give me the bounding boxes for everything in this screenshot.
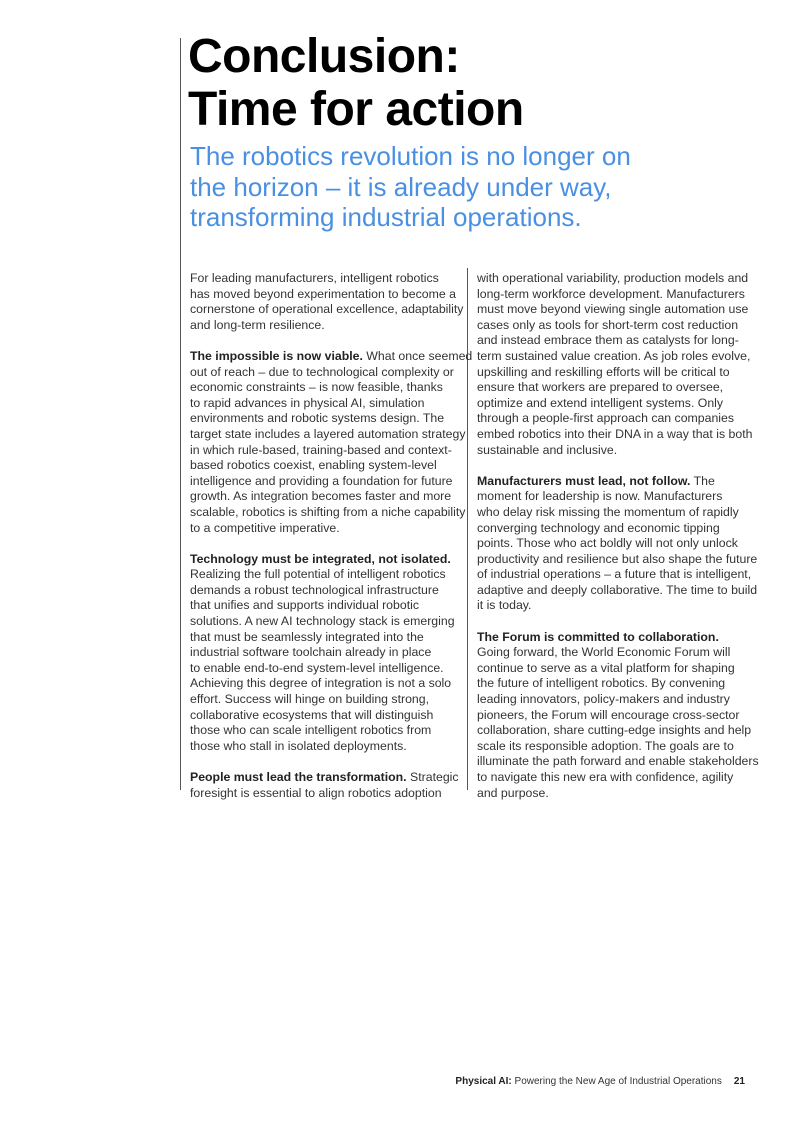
text-line: intelligence and providing a foundation for future <box>190 473 453 488</box>
text-line: to rapid advances in physical AI, simulation <box>190 395 425 410</box>
text-line: productivity and resilience but also shape the future <box>477 551 758 566</box>
text-line: environments and robotic systems design. The <box>190 411 445 426</box>
text-line: optimize and extend intelligent systems. Only <box>477 395 724 410</box>
text-line: that must be seamlessly integrated into the <box>190 629 424 644</box>
text-line: in which rule-based, training-based and context- <box>190 442 452 457</box>
paragraph-heading: Technology must be integrated, not isolated. <box>190 551 451 566</box>
text-line: solutions. A new AI technology stack is emerging <box>190 614 455 629</box>
text-line: pioneers, the Forum will encourage cross-sector <box>477 707 740 722</box>
title-line: Conclusion: <box>188 30 460 83</box>
text-line: that unifies and supports individual robotic <box>190 598 419 613</box>
paragraph-manufacturers <box>477 473 758 614</box>
text-run: The <box>690 473 715 488</box>
text-line: growth. As integration becomes faster and more <box>190 489 452 504</box>
text-line: foresight is essential to align robotics adoption <box>190 785 442 800</box>
text-line: to navigate this new era with confidence, agility <box>477 770 734 784</box>
text-line: embed robotics into their DNA in a way that is both <box>477 426 753 441</box>
text-line: cornerstone of operational excellence, adaptability <box>190 302 464 317</box>
text-line: demands a robust technological infrastructure <box>190 582 439 597</box>
paragraph-continuation <box>477 271 753 458</box>
text-line: with operational variability, production models and <box>477 271 749 285</box>
text-line: points. Those who act boldly will not only unlock <box>477 536 738 551</box>
paragraph-heading: The impossible is now viable. <box>190 348 363 363</box>
text-line: out of reach – due to technological complexity or <box>190 364 454 379</box>
text-line: upskilling and reskilling efforts will be critical to <box>477 364 730 379</box>
text-line: collaboration, share cutting-edge insights and help <box>477 723 752 738</box>
paragraph-technology <box>190 552 462 755</box>
page-subtitle <box>190 141 631 233</box>
text-line: ensure that workers are prepared to oversee, <box>477 380 724 395</box>
text-line <box>190 552 462 568</box>
text-line <box>477 630 749 646</box>
column-divider <box>467 268 468 790</box>
paragraph-intro <box>190 271 462 333</box>
text-line: must move beyond viewing single automation use <box>477 302 749 317</box>
page-footer <box>455 1076 745 1087</box>
text-line: to enable end-to-end system-level intelligence. <box>190 660 444 675</box>
text-line: long-term workforce development. Manufacturers <box>477 286 745 301</box>
text-line: scalable, robotics is shifting from a niche capability <box>190 504 466 519</box>
left-column <box>190 271 473 817</box>
text-line: collaborative ecosystems that will distinguish <box>190 707 434 722</box>
subtitle-line: the horizon – it is already under way, <box>190 171 612 202</box>
text-line: adaptive and deeply collaborative. The time to build <box>477 582 758 597</box>
text-line: Realizing the full potential of intelligent robotics <box>190 567 446 582</box>
text-line: those who can scale intelligent robotics from <box>190 723 432 738</box>
text-line: illuminate the path forward and enable stakeholders <box>477 754 759 769</box>
text-line <box>190 348 473 365</box>
text-line: term sustained value creation. As job roles evolve, <box>477 348 751 363</box>
right-column <box>477 271 759 817</box>
text-line: and instead embrace them as catalysts for long- <box>477 333 739 348</box>
text-line: and long-term resilience. <box>190 317 325 332</box>
paragraph-heading: People must lead the transformation. <box>190 770 407 784</box>
text-line: economic constraints – is now feasible, thanks <box>190 380 443 395</box>
paragraph-forum <box>477 629 759 802</box>
text-run: Strategic <box>406 770 459 784</box>
text-line: has moved beyond experimentation to become a <box>190 286 456 301</box>
text-line: effort. Success will hinge on building strong, <box>190 692 430 707</box>
text-line: For leading manufacturers, intelligent robotics <box>190 271 439 285</box>
text-line: to a competitive imperative. <box>190 520 340 535</box>
page-title <box>188 30 524 136</box>
text-line <box>477 474 749 490</box>
text-line: industrial software toolchain already in place <box>190 645 432 660</box>
text-line <box>190 770 462 786</box>
text-line: converging technology and economic tipping <box>477 520 720 535</box>
page-number: 21 <box>733 1076 745 1087</box>
text-line: who delay risk missing the momentum of rapidly <box>477 504 739 519</box>
text-line: it is today. <box>477 598 532 613</box>
text-line: the future of intelligent robotics. By convening <box>477 676 726 691</box>
text-line: based robotics coexist, enabling system-level <box>190 458 437 473</box>
text-line: Achieving this degree of integration is not a solo <box>190 676 452 691</box>
paragraph-viable <box>190 348 473 536</box>
title-line: Time for action <box>188 83 524 136</box>
text-line: those who stall in isolated deployments. <box>190 738 407 753</box>
report-title-bold: Physical AI: <box>455 1076 512 1087</box>
report-title-rest: Powering the New Age of Industrial Operations <box>511 1076 722 1087</box>
section-rule-left <box>180 38 181 790</box>
text-line: scale its responsible adoption. The goals are to <box>477 738 734 753</box>
text-line: target state includes a layered automation strategy <box>190 426 466 441</box>
text-line: through a people-first approach can companies <box>477 411 735 426</box>
text-line: cases only as tools for short-term cost reduction <box>477 317 739 332</box>
text-line: sustainable and inclusive. <box>477 442 618 457</box>
text-line: moment for leadership is now. Manufacturers <box>477 489 723 504</box>
subtitle-line: transforming industrial operations. <box>190 202 582 232</box>
text-line: and purpose. <box>477 785 549 800</box>
text-line: continue to serve as a vital platform for shaping <box>477 660 735 675</box>
paragraph-heading: Manufacturers must lead, not follow. <box>477 473 691 488</box>
subtitle-line: The robotics revolution is no longer on <box>190 141 631 171</box>
paragraph-heading: The Forum is committed to collaboration. <box>477 629 719 644</box>
text-line: of industrial operations – a future that is intelligent, <box>477 567 752 582</box>
text-run: What once seemed <box>362 348 473 363</box>
paragraph-people <box>190 770 462 801</box>
text-line: Going forward, the World Economic Forum will <box>477 645 731 660</box>
text-line: leading innovators, policy-makers and industry <box>477 692 730 707</box>
